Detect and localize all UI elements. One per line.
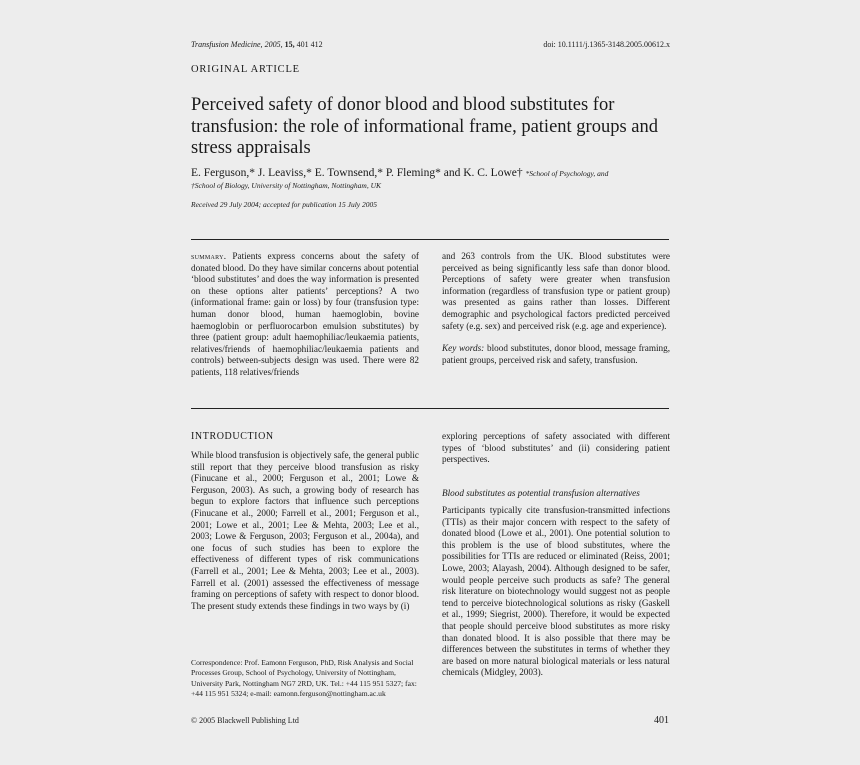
subsection-text: Participants typically cite transfusion-transmitted infections (TTIs) as their major concern with respect to the safety of donated blood (Lowe et al., 2001). One potential solution to this problem is the use of blood substitutes, where the possibilities for TTIs are reduced or eliminated (Reiss, 2001; Lowe, 2003; Alayash, 2004). Although designed to be safer, would people perceive such products as safe? The general risk literature on biotechnology would suggest not as people tend to perceive biotechnological solutions as risky (Gaskell et al., 1999; Siegrist, 2000). Therefore, it would be expected that people should perceive blood substitutes as more risky than donated blood. It is also possible that there may be differences between the substitutes in terms of whether they are based on more natural biological materials or less natural chemicals (Midgley, 2003).	[442, 505, 670, 678]
top-divider	[191, 239, 669, 240]
keywords-label: Key words:	[442, 343, 485, 354]
summary-text-right: and 263 controls from the UK. Blood substitutes were perceived as being significantly less safe than donor blood. Perceptions of safety were greater when transfusion information (regardless of transfusion type or patient group) was presented as gains rather than losses. Different demographic and psychological factors predicted perceived safety (e.g. sex) and perceived risk (e.g. age and experience).	[442, 251, 670, 331]
journal-name: Transfusion Medicine,	[191, 40, 263, 49]
copyright: © 2005 Blackwell Publishing Ltd	[191, 716, 299, 725]
article-title: Perceived safety of donor blood and blood substitutes for transfusion: the role of informational frame, patient groups and stress appraisals	[191, 95, 658, 158]
keywords-block	[442, 343, 670, 366]
summary-divider	[191, 408, 669, 409]
article-type: ORIGINAL ARTICLE	[191, 64, 300, 75]
journal-volume: 15,	[284, 40, 295, 49]
summary-right-column	[442, 251, 670, 366]
journal-year: 2005,	[264, 40, 283, 49]
summary-text-left: Patients express concerns about the safety of donated blood. Do they have similar concerns about potential ‘blood substitutes’ and does the way information is presented on these options alter patients’ perceptions? A two (informational frame: gain or loss) by four (transfusion type: human donor blood, human haemoglobin, bovine haemoglobin or perfluorocarbon emulsion substitutes) by three (patient group: adult haemophiliac/leukaemia patients, relatives/friends of haemophiliac/leukaemia patients and controls) between-subjects design was used. There were 82 patients, 118 relatives/friends	[191, 251, 419, 377]
subsection-heading: Blood substitutes as potential transfusion alternatives	[442, 488, 640, 498]
author-line	[191, 166, 671, 181]
summary-label: summary.	[191, 251, 227, 261]
journal-pages: 401 412	[296, 40, 323, 49]
introduction-heading: INTRODUCTION	[191, 431, 274, 442]
correspondence-note: Correspondence: Prof. Eamonn Ferguson, PhD, Risk Analysis and Social Processes Group, School of Psychology, University of Nottingham, University Park, Nottingham NG7 2RD, UK. Tel.: +44 115 951 5327; fax: +44 115 951 5324; e-mail: eamonn.ferguson@nottingham.ac.uk	[191, 658, 417, 698]
doi: doi: 10.1111/j.1365-3148.2005.00612.x	[543, 40, 670, 49]
affiliation-biology: †School of Biology, University of Nottingham, Nottingham, UK	[191, 181, 381, 190]
running-header-citation	[191, 40, 323, 49]
summary-left-column	[191, 251, 419, 379]
affiliation-psychology: *School of Psychology, and	[525, 169, 609, 178]
introduction-left-text: While blood transfusion is objectively safe, the general public still report that they perceive blood transfusion as risky (Finucane et al., 2000; Ferguson et al., 2001; Lowe & Ferguson, 2003). As such, a growing body of research has begun to explore factors that influence such perceptions (Finucane et al., 2000; Farrell et al., 2001; Ferguson et al., 2001; Lowe et al., 2001; Lee & Mehta, 2003; Lee et al., 2003; Lowe & Ferguson, 2003; Ferguson et al., 2004a), and one focus of such studies has been to explore the effectiveness of different types of risk communications (Farrell et al., 2001; Lee & Mehta, 2003; Lee et al., 2003). Farrell et al. (2001) assessed the effectiveness of message framing on perceptions of safety with respect to donor blood. The present study extends these findings in two ways by (i)	[191, 450, 419, 611]
authors: E. Ferguson,* J. Leaviss,* E. Townsend,* P. Fleming* and K. C. Lowe†	[191, 167, 523, 179]
page-number: 401	[654, 715, 669, 726]
received-dates: Received 29 July 2004; accepted for publication 15 July 2005	[191, 200, 377, 209]
keywords: blood substitutes, donor blood, message framing, patient groups, perceived risk and safety, transfusion.	[442, 343, 671, 365]
introduction-right-text: exploring perceptions of safety associated with different types of ‘blood substitutes’ and (ii) considering patient perspectives.	[442, 431, 670, 465]
